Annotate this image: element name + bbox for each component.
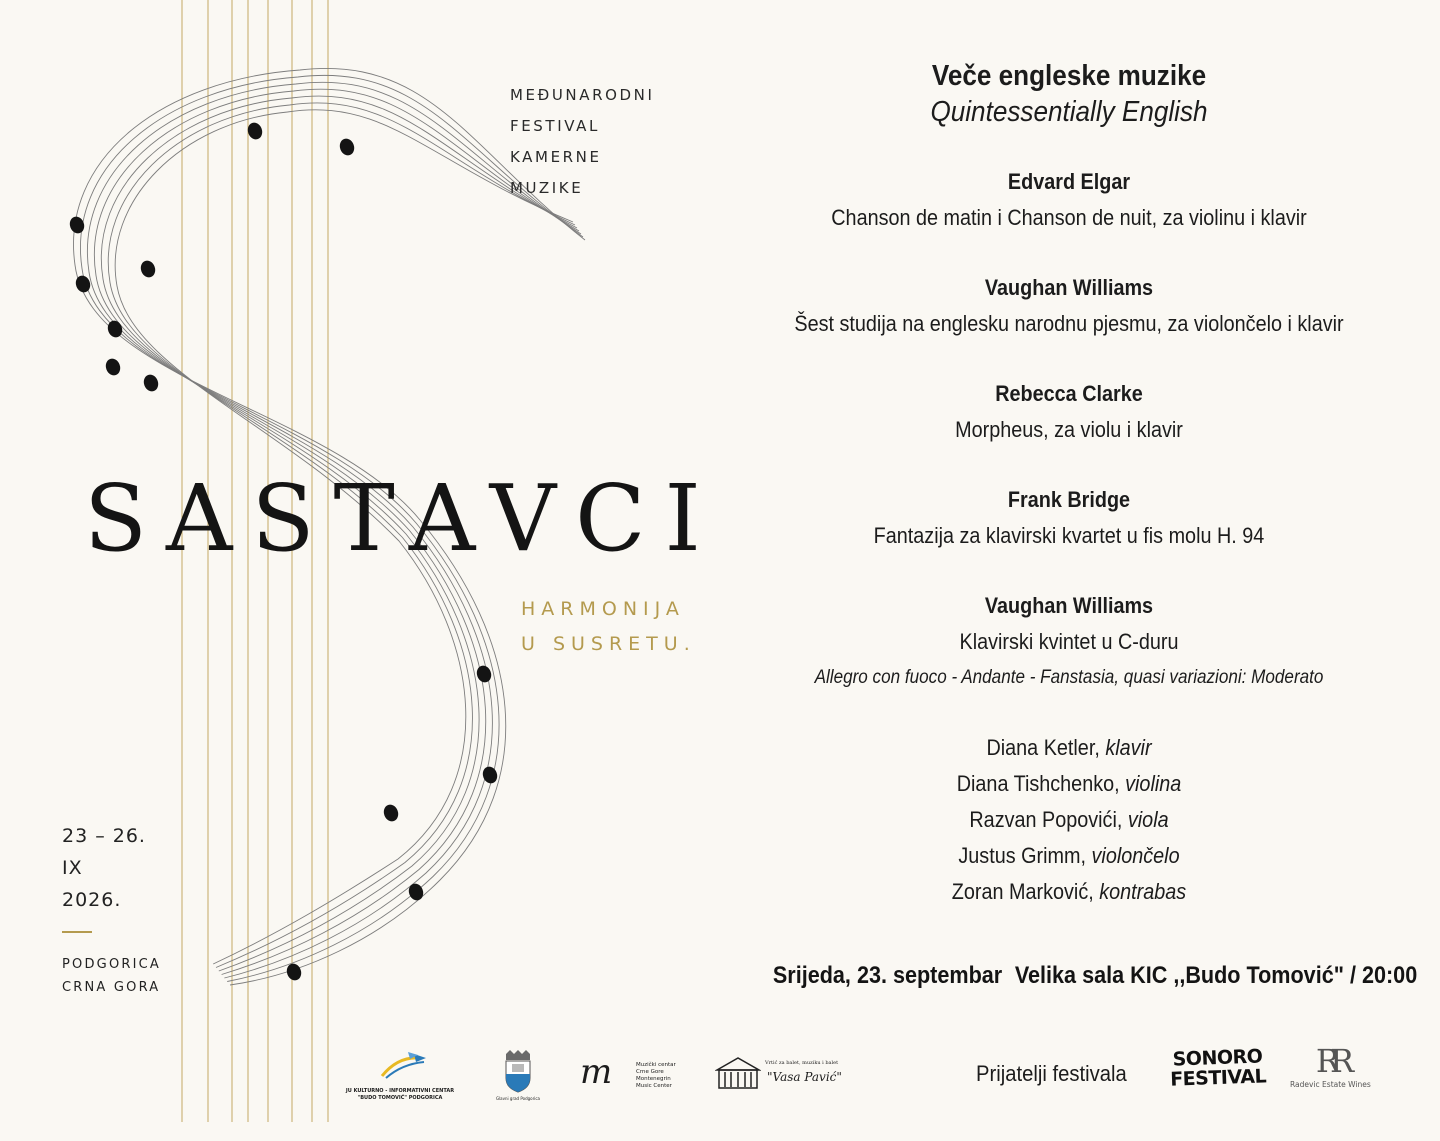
program-item (740, 482, 1398, 554)
crest-text: Glavni grad Podgorica (495, 1096, 541, 1101)
performer-instrument: viola (1127, 807, 1169, 832)
festival-dates (62, 820, 146, 916)
vasa-pavic-name: "Vasa Pavić" (767, 1070, 842, 1084)
radevic-text: Radevic Estate Wines (1290, 1080, 1371, 1089)
performer-instrument: klavir (1105, 735, 1152, 760)
music-center-line: Montenegrin (636, 1076, 671, 1082)
festival-title: SASTAVCI (84, 465, 720, 572)
friends-of-festival-label: Prijatelji festivala (976, 1061, 1127, 1086)
vasa-pavic-subtitle: Vrtić za balet, muziku i balet (765, 1060, 839, 1066)
concert-subtitle: Quintessentially English (930, 96, 1208, 128)
place-line: PODGORICA (62, 957, 162, 972)
note-head (104, 357, 123, 378)
place-line: CRNA GORA (62, 980, 161, 995)
performer-instrument: violončelo (1091, 843, 1180, 868)
performer (773, 838, 1365, 874)
performer (773, 766, 1365, 802)
music-center-line: Muzički centar (636, 1062, 676, 1068)
composer-name: Rebecca Clarke (995, 381, 1143, 406)
event-date: Srijeda, 23. septembar (772, 962, 1003, 989)
composer-name: Vaughan Williams (984, 593, 1154, 618)
podgorica-crest-logo (495, 1048, 541, 1110)
note-head (106, 319, 125, 340)
note-head (338, 137, 357, 158)
radevic-estate-wines-logo (1290, 1044, 1370, 1100)
note-head (142, 373, 161, 394)
kic-budo-tomovic-logo (340, 1048, 460, 1108)
tagline-line: U SUSRETU. (521, 633, 696, 655)
tagline-line: HARMONIJA (521, 598, 685, 620)
vasa-pavic-school-logo (715, 1056, 845, 1096)
music-center-line: Music Center (636, 1083, 672, 1089)
bird-icon (380, 1050, 430, 1080)
event-venue-time: Velika sala KIC ,,Budo Tomović" / 20:00 (1014, 962, 1418, 989)
sonoro-festival-logo (1167, 1046, 1269, 1099)
note-head (382, 803, 401, 824)
festival-name (510, 80, 655, 204)
dates-line: IX (62, 857, 83, 879)
note-head (139, 259, 158, 280)
piece-title: Morpheus, za violu i klavir (955, 417, 1183, 442)
radevic-monogram: RR (1315, 1042, 1345, 1080)
dates-line: 2026. (62, 889, 122, 911)
festival-name-line: FESTIVAL (510, 117, 600, 135)
performer (773, 874, 1365, 910)
performer-instrument: violina (1125, 771, 1182, 796)
crest-icon (498, 1048, 538, 1094)
dates-line: 23 – 26. (62, 825, 146, 847)
performer-name: Zoran Marković, (951, 879, 1094, 904)
program-item (740, 270, 1398, 342)
music-center-line: Crne Gore (636, 1069, 664, 1075)
festival-place (62, 953, 161, 999)
program-item (740, 164, 1398, 236)
program-item (740, 588, 1398, 696)
performer-instrument: kontrabas (1099, 879, 1187, 904)
piece-title: Chanson de matin i Chanson de nuit, za violinu i klavir (831, 205, 1307, 230)
tagline (521, 592, 696, 662)
music-center-text (636, 1062, 676, 1090)
building-icon (715, 1056, 761, 1090)
festival-name-line: MEĐUNARODNI (510, 86, 655, 104)
performer-name: Diana Tishchenko, (956, 771, 1120, 796)
performer (773, 802, 1365, 838)
performer (773, 730, 1365, 766)
composer-name: Vaughan Williams (984, 275, 1154, 300)
piece-movements: Allegro con fuoco - Andante - Fanstasia, quasi variazioni: Moderato (814, 667, 1324, 688)
performer-name: Diana Ketler, (986, 735, 1100, 760)
kic-logo-text: JU KULTURNO - INFORMATIVNI CENTAR "BUDO TOMOVIĆ" PODGORICA (345, 1088, 455, 1101)
performers-list (740, 730, 1398, 910)
concert-title: Veče engleske muzike (931, 60, 1207, 92)
piece-title: Fantazija za klavirski kvartet u fis molu H. 94 (873, 523, 1265, 548)
festival-name-line: KAMERNE (510, 148, 602, 166)
composer-name: Frank Bridge (1007, 487, 1131, 512)
sonoro-line: FESTIVAL (1169, 1065, 1267, 1091)
note-head (475, 664, 494, 685)
piece-title: Klavirski kvintet u C-duru (959, 629, 1179, 654)
piece-title: Šest studija na englesku narodnu pjesmu, za violončelo i klavir (794, 311, 1344, 336)
music-center-mark-icon: m (580, 1052, 613, 1092)
performer-name: Justus Grimm, (958, 843, 1087, 868)
note-head (407, 882, 426, 903)
program-block (740, 58, 1398, 910)
festival-name-line: MUZIKE (510, 179, 584, 197)
sponsor-logos (330, 1044, 1430, 1114)
composer-name: Edvard Elgar (1007, 169, 1131, 194)
performer-name: Razvan Popovići, (969, 807, 1123, 832)
music-center-logo (580, 1052, 690, 1096)
program-item (740, 376, 1398, 448)
gold-divider (62, 931, 92, 933)
sonoro-line: SONORO (1172, 1045, 1263, 1071)
event-date-venue (772, 956, 1418, 996)
